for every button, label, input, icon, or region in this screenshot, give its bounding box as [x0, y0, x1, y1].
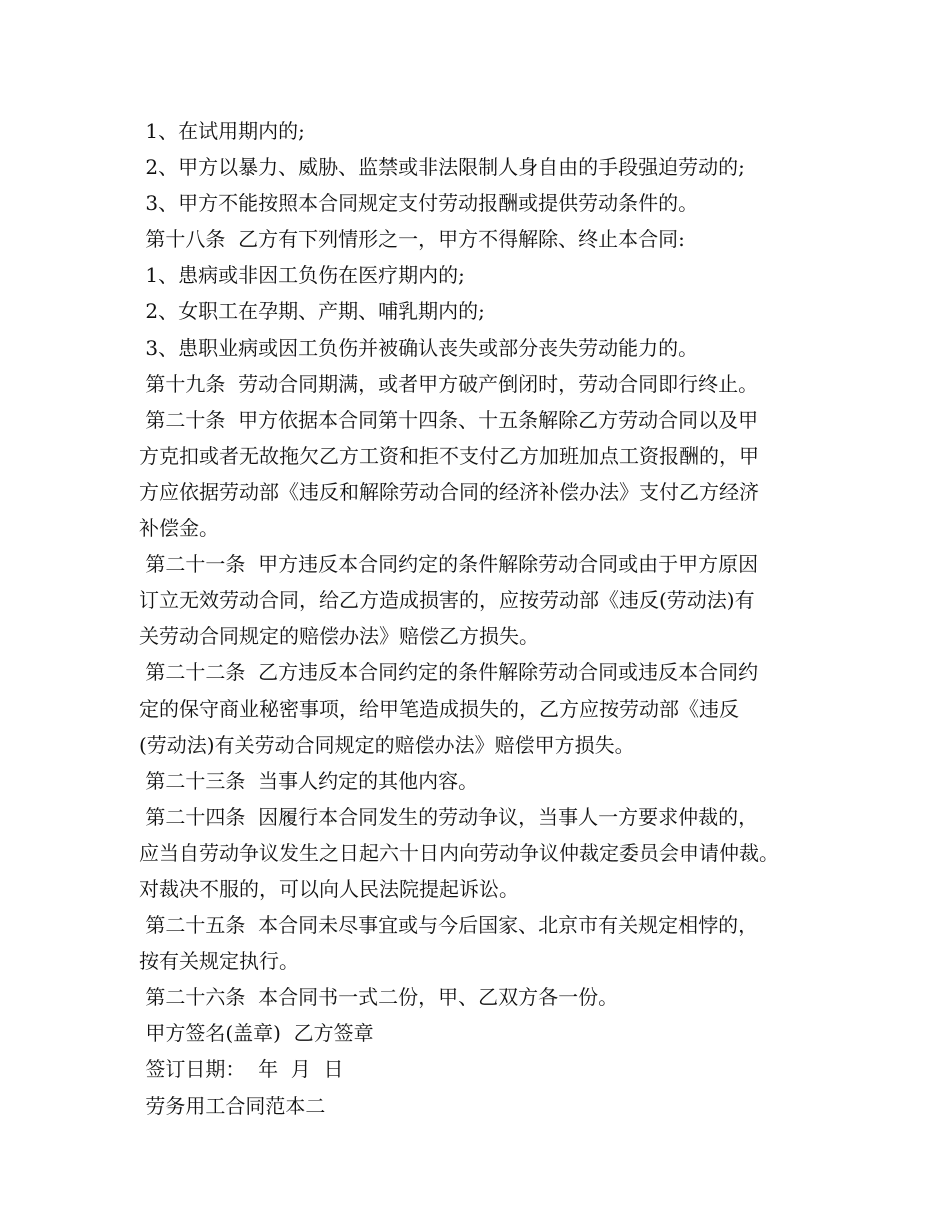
- text-line: 应当自劳动争议发生之日起六十日内向劳动争议仲裁定委员会申请仲裁。: [139, 840, 779, 865]
- text-line: 3、患职业病或因工负伤并被确认丧失或部分丧失劳动能力的。: [139, 335, 699, 360]
- text-line: 第二十五条 本合同未尽事宜或与今后国家、北京市有关规定相悖的，: [139, 913, 759, 938]
- text-line: 第二十一条 甲方违反本合同约定的条件解除劳动合同或由于甲方原因: [139, 552, 759, 577]
- text-line: 对裁决不服的，可以向人民法院提起诉讼。: [139, 876, 519, 901]
- text-line: 2、甲方以暴力、威胁、监禁或非法限制人身自由的手段强迫劳动的;: [139, 155, 745, 180]
- text-line: 2、女职工在孕期、产期、哺乳期内的;: [139, 299, 485, 324]
- text-line: 补偿金。: [139, 516, 219, 541]
- text-line: 甲方签名(盖章) 乙方签章: [139, 1021, 374, 1046]
- text-line: 1、在试用期内的;: [139, 119, 305, 143]
- text-line: 第二十二条 乙方违反本合同约定的条件解除劳动合同或违反本合同约: [139, 660, 759, 685]
- text-line: 定的保守商业秘密事项，给甲笔造成损失的，乙方应按劳动部《违反: [139, 696, 739, 721]
- text-line: 第十八条 乙方有下列情形之一，甲方不得解除、终止本合同:: [139, 227, 685, 252]
- text-line: 3、甲方不能按照本合同规定支付劳动报酬或提供劳动条件的。: [139, 191, 699, 216]
- text-line: 签订日期： 年 月 日: [139, 1057, 344, 1082]
- document-body: [139, 113, 829, 1124]
- text-line: 1、患病或非因工负伤在医疗期内的;: [139, 263, 465, 288]
- text-line: 按有关规定执行。: [139, 949, 299, 974]
- text-line: 劳务用工合同范本二: [139, 1093, 326, 1118]
- text-line: 方克扣或者无故拖欠乙方工资和拒不支付乙方加班加点工资报酬的，甲: [139, 443, 759, 468]
- text-line: 第二十六条 本合同书一式二份，甲、乙双方各一份。: [139, 985, 619, 1010]
- text-line: (劳动法)有关劳动合同规定的赔偿办法》赔偿甲方损失。: [139, 732, 635, 757]
- text-line: 第二十四条 因履行本合同发生的劳动争议，当事人一方要求仲裁的，: [139, 804, 759, 829]
- text-line: 订立无效劳动合同，给乙方造成损害的，应按劳动部《违反(劳动法)有: [139, 588, 755, 613]
- text-line: 方应依据劳动部《违反和解除劳动合同的经济补偿办法》支付乙方经济: [139, 479, 759, 504]
- text-line: 第二十条 甲方依据本合同第十四条、十五条解除乙方劳动合同以及甲: [139, 407, 759, 432]
- text-line: 关劳动合同规定的赔偿办法》赔偿乙方损失。: [139, 624, 539, 649]
- text-line: 第二十三条 当事人约定的其他内容。: [139, 768, 479, 793]
- text-line: 第十九条 劳动合同期满，或者甲方破产倒闭时，劳动合同即行终止。: [139, 371, 759, 396]
